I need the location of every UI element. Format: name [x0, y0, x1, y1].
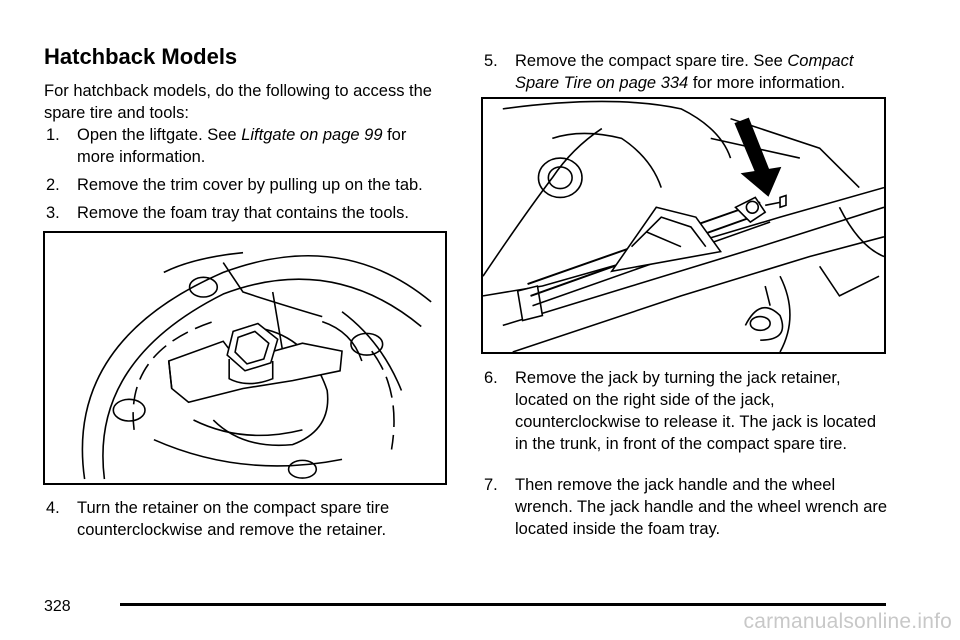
cross-reference: Compact Spare Tire on page 334 [515, 52, 854, 92]
step-number: 6. [484, 369, 498, 387]
step-7 [484, 474, 889, 540]
jack-location-illustration [481, 97, 886, 354]
step-text: Remove the jack by turning the jack retainer, located on the right side of the jack, counterclockwise to release it. The jack is located in the trunk, in front of the compact spare tire. [515, 369, 877, 453]
step-4 [46, 497, 446, 541]
jack-drawing [483, 99, 884, 352]
step-number: 7. [484, 476, 498, 494]
step-text: Remove the compact spare tire. See Compact Spare Tire on page 334 for more information. [515, 52, 854, 92]
step-number: 5. [484, 52, 498, 70]
page-number: 328 [44, 598, 71, 615]
step-text: Turn the retainer on the compact spare tire counterclockwise and remove the retainer. [77, 499, 390, 539]
step-text: Remove the trim cover by pulling up on the tab. [77, 176, 423, 194]
step-3 [46, 202, 446, 224]
step-text: Open the liftgate. See Liftgate on page 99 for more information. [77, 126, 407, 166]
footer-rule [120, 603, 886, 606]
spare-tire-retainer-illustration [43, 231, 447, 485]
cross-reference: Liftgate on page 99 [241, 126, 383, 144]
step-number: 2. [46, 176, 60, 194]
step-2 [46, 174, 446, 196]
watermark: carmanualsonline.info [743, 610, 952, 633]
intro-paragraph: For hatchback models, do the following to access the spare tire and tools: [44, 82, 432, 122]
step-number: 3. [46, 204, 60, 222]
step-6 [484, 367, 889, 455]
step-text: Then remove the jack handle and the wheel wrench. The jack handle and the wheel wrench are located inside the foam tray. [515, 476, 888, 538]
step-1 [46, 124, 441, 168]
step-5 [484, 50, 889, 94]
step-text: Remove the foam tray that contains the tools. [77, 204, 410, 222]
step-number: 4. [46, 499, 60, 517]
spare-tire-drawing [45, 233, 445, 483]
section-title: Hatchback Models [44, 44, 238, 69]
step-number: 1. [46, 126, 60, 144]
